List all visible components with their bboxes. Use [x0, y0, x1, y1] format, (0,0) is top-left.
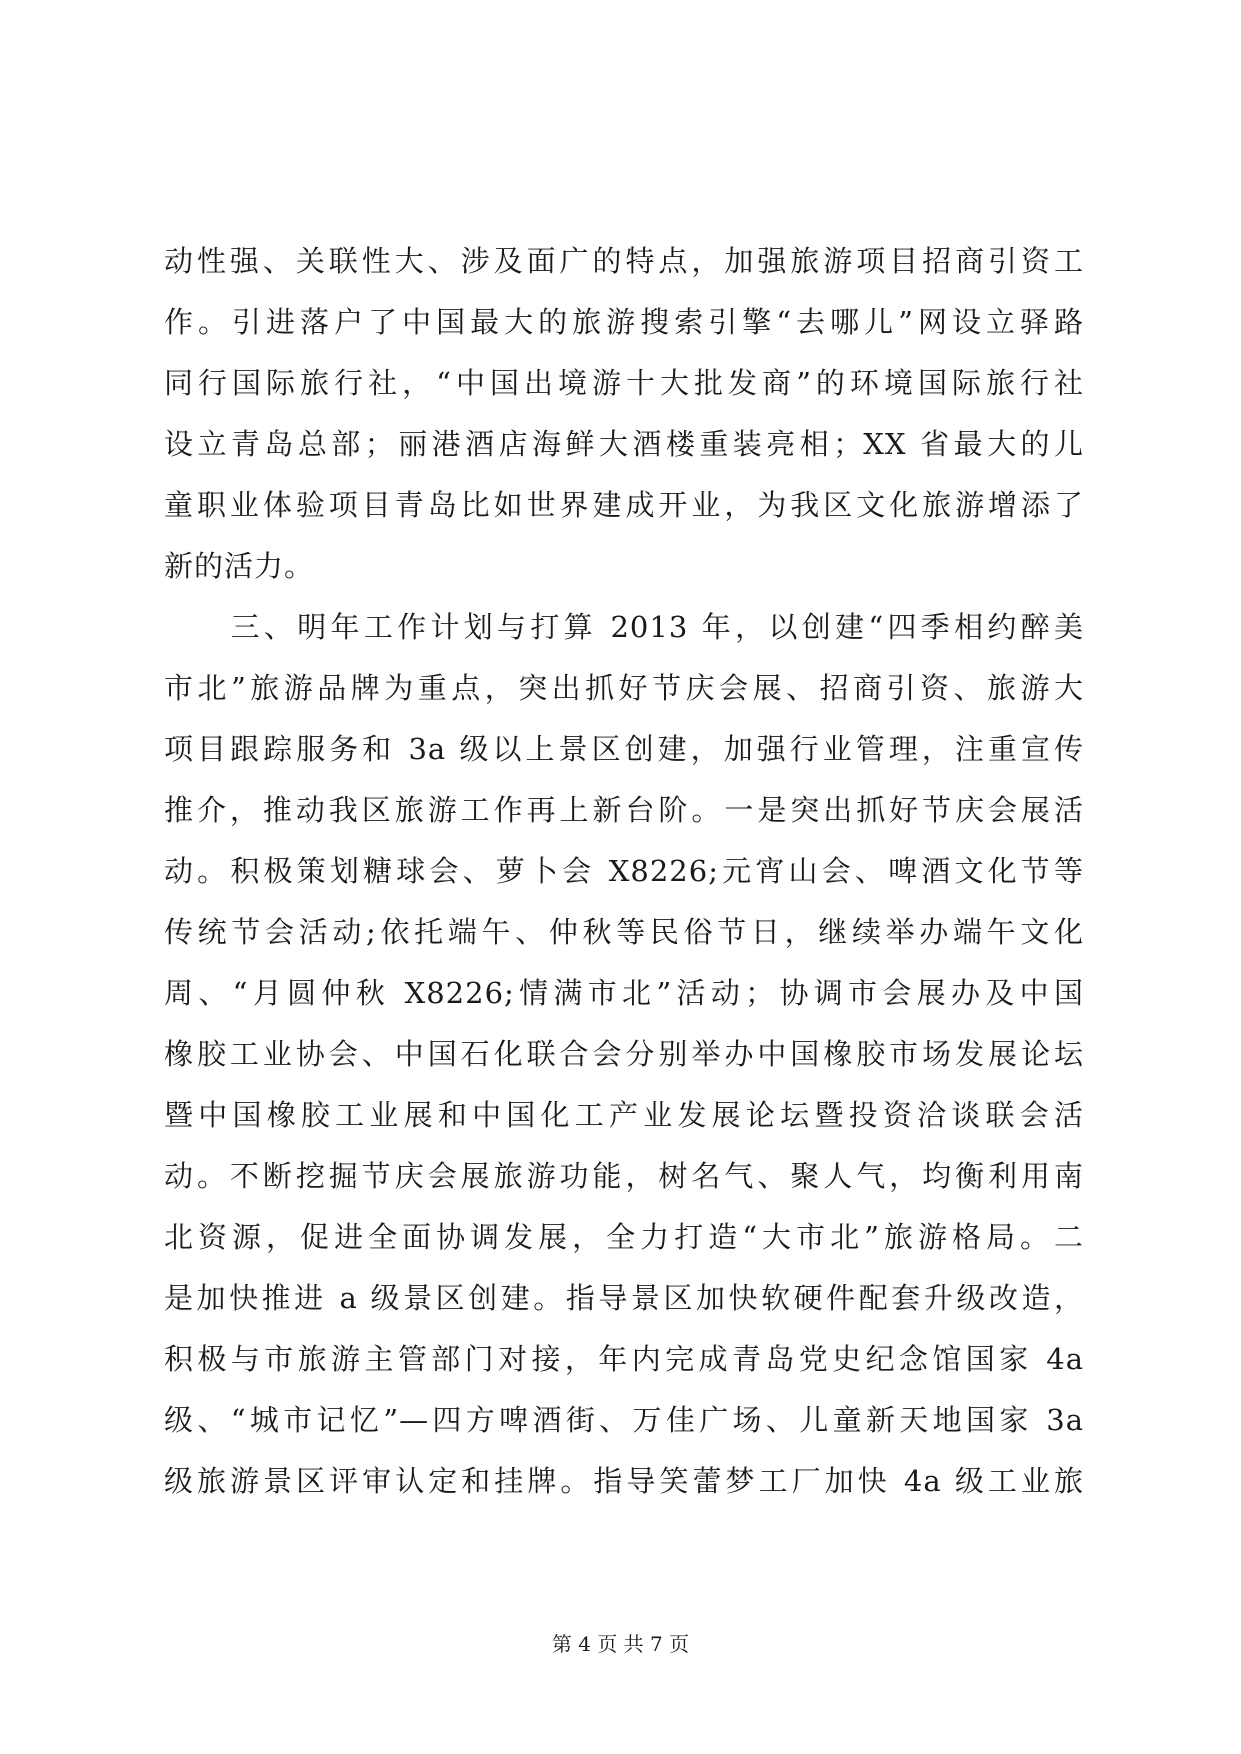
text-line: 北资源，促进全面协调发展，全力打造“大市北”旅游格局。二 — [164, 1220, 1084, 1254]
text-line: 积极与市旅游主管部门对接，年内完成青岛党史纪念馆国家 4a — [164, 1342, 1084, 1376]
text-line: 周、“月圆仲秋 X8226;情满市北”活动；协调市会展办及中国 — [164, 976, 1084, 1010]
text-line: 动。积极策划糖球会、萝卜会 X8226;元宵山会、啤酒文化节等 — [164, 854, 1084, 888]
text-line: 级、“城市记忆”—四方啤酒街、万佳广场、儿童新天地国家 3a — [164, 1403, 1084, 1437]
text-line: 设立青岛总部；丽港酒店海鲜大酒楼重装亮相；XX 省最大的儿 — [164, 427, 1084, 461]
text-line: 动性强、关联性大、涉及面广的特点，加强旅游项目招商引资工 — [164, 244, 1084, 278]
text-line: 传统节会活动;依托端午、仲秋等民俗节日，继续举办端午文化 — [164, 915, 1084, 949]
text-line: 童职业体验项目青岛比如世界建成开业，为我区文化旅游增添了 — [164, 488, 1084, 522]
text-line: 市北”旅游品牌为重点，突出抓好节庆会展、招商引资、旅游大 — [164, 671, 1084, 705]
text-line: 橡胶工业协会、中国石化联合会分别举办中国橡胶市场发展论坛 — [164, 1037, 1084, 1071]
text-line: 是加快推进 a 级景区创建。指导景区加快软硬件配套升级改造， — [164, 1281, 1084, 1315]
text-line: 级旅游景区评审认定和挂牌。指导笑蕾梦工厂加快 4a 级工业旅 — [164, 1464, 1084, 1498]
text-line: 推介，推动我区旅游工作再上新台阶。一是突出抓好节庆会展活 — [164, 793, 1084, 827]
text-line: 动。不断挖掘节庆会展旅游功能，树名气、聚人气，均衡利用南 — [164, 1159, 1084, 1193]
text-line: 新的活力。 — [164, 549, 315, 583]
text-line: 作。引进落户了中国最大的旅游搜索引擎“去哪儿”网设立驿路 — [164, 305, 1084, 339]
text-line: 项目跟踪服务和 3a 级以上景区创建，加强行业管理，注重宣传 — [164, 732, 1084, 766]
text-line: 暨中国橡胶工业展和中国化工产业发展论坛暨投资洽谈联会活 — [164, 1098, 1084, 1132]
body-text — [164, 231, 1084, 1512]
text-line: 三、明年工作计划与打算 2013 年，以创建“四季相约醉美 — [164, 610, 1084, 644]
page-number-footer: 第 4 页 共 7 页 — [551, 1632, 690, 1656]
text-line: 同行国际旅行社，“中国出境游十大批发商”的环境国际旅行社 — [164, 366, 1084, 400]
